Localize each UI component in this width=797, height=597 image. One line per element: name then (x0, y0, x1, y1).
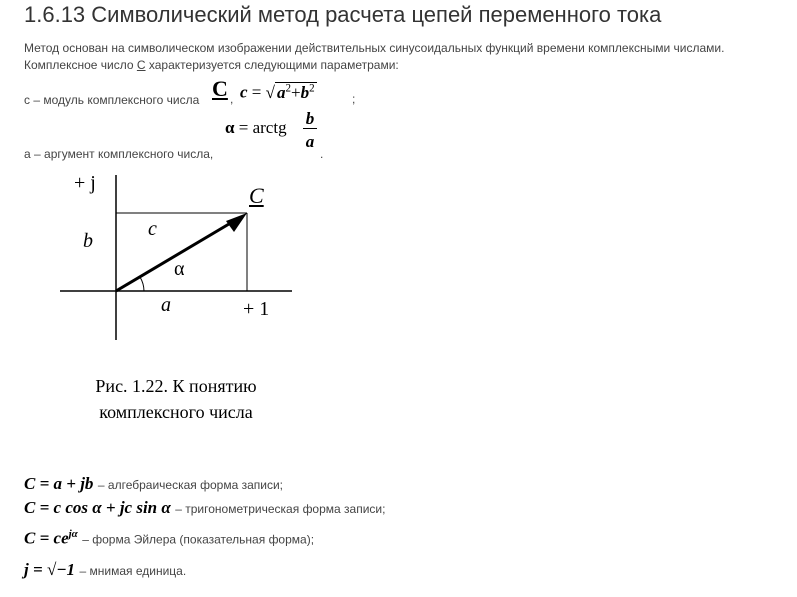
vector-C-label: C (249, 183, 264, 208)
a-label: a (161, 294, 171, 316)
modulus-text: с – модуль комплексного числа (24, 93, 200, 107)
plus-one-label: + 1 (243, 298, 270, 320)
argument-text: а – аргумент комплексного числа, (24, 147, 214, 161)
alpha-var: α (225, 118, 235, 137)
alpha-arc (140, 277, 144, 291)
form-trigonometric (24, 498, 385, 518)
formula-imaginary-unit: j = √−1 (24, 560, 76, 579)
intro-text: Комплексное число (24, 58, 137, 72)
modulus-symbol: C (212, 76, 228, 101)
form-euler (24, 528, 314, 548)
semicolon: ; (352, 92, 356, 106)
formula-trigonometric: C = c cos α + jc sin α (24, 498, 171, 517)
comma: , (230, 92, 234, 106)
euler-exponent: jα (68, 528, 78, 540)
b-label: b (83, 230, 93, 252)
caption-line-1: Рис. 1.22. К понятию (95, 376, 257, 396)
intro-line-1: Метод основан на символическом изображении действительных синусоидальных функций времени комплексными числами. (24, 41, 725, 55)
page-title: 1.6.13 Символический метод расчета цепей переменного тока (24, 2, 662, 27)
complex-symbol: C (136, 58, 146, 72)
c-var: c (240, 82, 248, 102)
period: . (320, 147, 324, 161)
desc-algebraic: – алгебраическая форма записи; (97, 478, 283, 492)
equals-sign: = (251, 82, 262, 102)
plus-sign: + (291, 82, 301, 102)
form-algebraic (24, 474, 283, 494)
exp-a: 2 (285, 82, 292, 94)
caption-line-2: комплексного числа (99, 402, 253, 422)
b-var: b (300, 82, 310, 102)
figure-caption (56, 373, 296, 425)
form-imaginary-unit (24, 560, 186, 580)
alpha-label: α (174, 258, 185, 280)
vector-arrowhead (226, 213, 247, 232)
intro-text-end: характеризуется следующими параметрами: (145, 58, 399, 72)
c-label: c (148, 218, 157, 240)
arctg-label: = arctg (238, 118, 287, 137)
desc-imaginary-unit: – мнимая единица. (79, 564, 187, 578)
fraction-numerator: b (303, 110, 317, 129)
plus-j-label: + j (74, 172, 96, 194)
formula-algebraic: C = a + jb (24, 474, 94, 493)
formula-euler: C = ce (24, 528, 69, 548)
fraction-denominator: a (305, 132, 315, 151)
exp-b: 2 (309, 82, 315, 94)
desc-euler: – форма Эйлера (показательная форма); (82, 532, 315, 547)
desc-trigonometric: – тригонометрическая форма записи; (175, 502, 386, 516)
a-var: a (276, 82, 286, 102)
sqrt-sign: √ $a^2+b^2$ (265, 82, 315, 102)
